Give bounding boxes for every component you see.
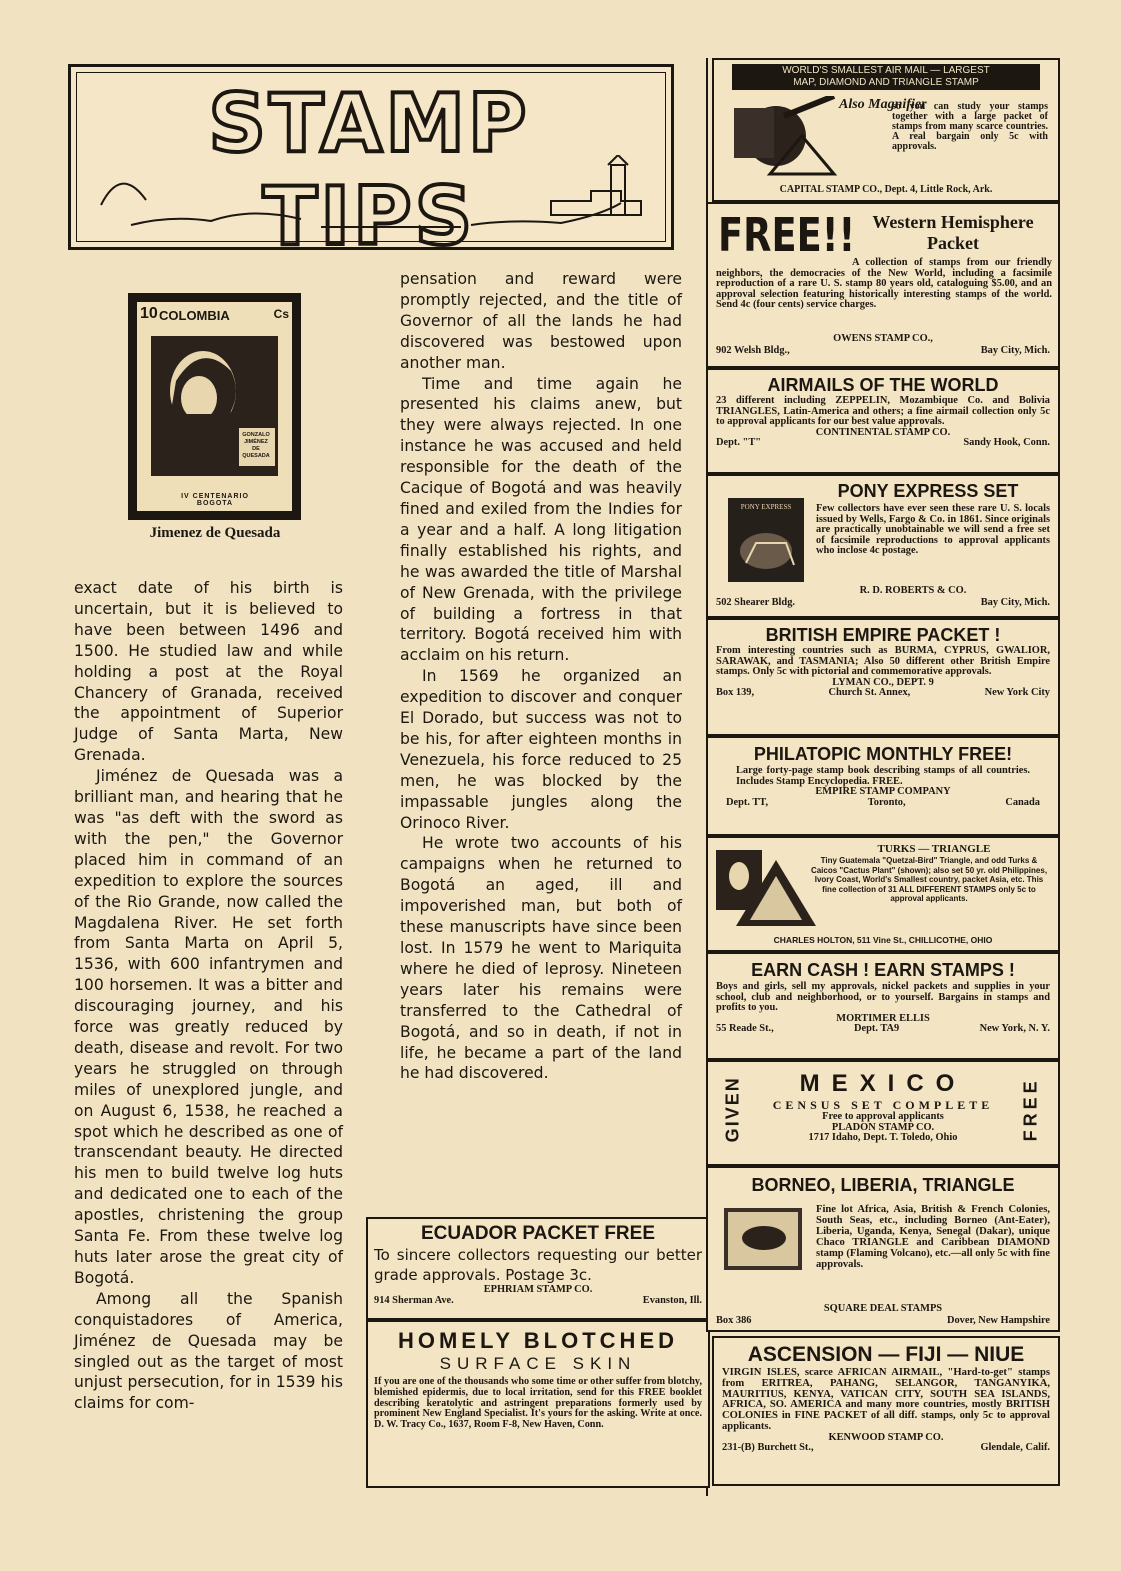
article-paragraph: Jiménez de Quesada was a brilliant man, and hearing that he was "as deft with the sword as with the pen," the Governor placed him in command of an expedition to explore the sources of the Rio Grande, now called the Magdalena River. He set forth from Santa Marta on April 5, 1536, with 600 infantrymen and 100 horsemen. It was a bitter and discouraging journey, and his force was greatly reduced by death, disease and revolt. For two years he struggled on through miles of unexplored jungle, and on August 6, 1538, he reached a spot which he described as one of transcendant beauty. He directed his men to build twelve log huts and dedicated one to each of the apostles, christening the group Santa Fe. From these twelve log huts later arose the great city of Bogotá.: [74, 767, 343, 1287]
magnifier-stamp-image: [724, 96, 844, 178]
ad-ascension-address: 231-(B) Burchett St.,: [722, 1442, 814, 1454]
ad-pony-company: R. D. ROBERTS & CO.: [859, 585, 967, 596]
ad-ascension-city: Glendale, Calif.: [980, 1442, 1050, 1454]
ad-western-address: 902 Welsh Bldg.,: [716, 345, 790, 356]
ad-pony-address: 502 Shearer Bldg.: [716, 597, 795, 608]
ad-philatopic-company: EMPIRE STAMP COMPANY: [815, 786, 951, 798]
article-column-2: [400, 269, 682, 1084]
ad-philatopic-country: Canada: [1005, 796, 1040, 808]
stamp-caption: Jimenez de Quesada: [149, 525, 281, 541]
ad-mexico-given: GIVEN: [722, 1076, 743, 1143]
ad-borneo-company: SQUARE DEAL STAMPS: [823, 1303, 943, 1314]
ad-turks-triangle: [706, 836, 1060, 952]
ad-airmail-banner1: WORLD'S SMALLEST AIR MAIL — LARGEST: [782, 65, 990, 76]
ad-earn-cash: [706, 952, 1060, 1060]
ad-mexico-title: MEXICO: [799, 1070, 967, 1097]
ad-mexico: [706, 1060, 1060, 1166]
ad-homely-title2: SURFACE SKIN: [439, 1354, 637, 1373]
ad-ecuador-city: Evanston, Ill.: [642, 1294, 702, 1306]
ad-mexico-free: FREE: [1020, 1077, 1041, 1142]
stamp-name-line2: JIMÉNEZ: [244, 439, 268, 445]
ad-western-hemisphere: [706, 202, 1060, 368]
ad-airmails-dept: Dept. "T": [716, 437, 762, 449]
ad-borneo-body: [716, 1204, 1050, 1292]
ad-western-city: Bay City, Mich.: [980, 345, 1050, 356]
ad-british-body: From interesting countries such as BURMA, CYPRUS, GWALIOR, SARAWAK, and TASMANIA; Also 50 different other British Empire stamps. Only 5c with pictorial and commemorative approvals.: [716, 645, 1050, 678]
ad-philatopic-city: Toronto,: [867, 796, 906, 808]
ad-pony-body: Few collectors have ever seen these rare U. S. locals issued by Wells, Fargo & Co. in 1861. Since originals are practically unobtainable we will send a free set of facsimile reproductions to approval applicants who inclose 4c postage.: [816, 503, 1050, 557]
harbor-scene-illustration: [91, 155, 651, 235]
ad-philatopic-body: Large forty-page stamp book describing stamps of all countries. Includes Stamp Encyclopedia. FREE.: [736, 765, 1030, 787]
ad-homely-skin: [366, 1320, 710, 1488]
ad-ascension-body: VIRGIN ISLES, scarce AFRICAN AIRMAIL, "Hard-to-get" stamps from ERITREA, PAHANG, SELANGOR, TANGANYIKA, MAURITIUS, KENYA, VATICAN CITY, SOUTH SEA ISLANDS, AFRICA, SO. AMERICA and many more countries, mostly BRITISH COLONIES in FINE PACKET of all diff. stamps, only 5c to approval applicants.: [722, 1367, 1050, 1432]
ad-borneo-city: Dover, New Hampshire: [946, 1315, 1050, 1326]
ad-ascension-title: ASCENSION — FIJI — NIUE: [747, 1343, 1025, 1366]
ad-mexico-address: 1717 Idaho, Dept. T. Toledo, Ohio: [808, 1132, 958, 1144]
ad-ascension: [712, 1336, 1060, 1486]
ad-air-mail: [712, 58, 1060, 202]
ad-turks-footer: CHARLES HOLTON, 511 Vine St., CHILLICOTHE, OHIO: [773, 935, 993, 946]
article-column-1: [74, 578, 343, 1414]
ad-pony-title: PONY EXPRESS SET: [837, 481, 1019, 501]
ad-airmails-title: AIRMAILS OF THE WORLD: [767, 375, 999, 395]
ad-pony-express: [706, 474, 1060, 618]
ad-western-title1: Western Hemisphere: [872, 212, 1034, 232]
stamp-name-line1: GONZALO: [242, 432, 270, 438]
ad-turks-body: Tiny Guatemala "Quetzal-Bird" Triangle, and odd Turks & Caicos "Cactus Plant" (shown); also set 50 yr. old Philippines, Ivory Coast, World's Smallest country, packet Asia, etc. This fine collection of 31 ALL DIFFERENT STAMPS only 5c to approval applicants.: [810, 856, 1048, 904]
ad-western-title2: Packet: [927, 233, 979, 253]
ad-earn-dept: Dept. TA9: [854, 1023, 900, 1035]
article-paragraph: exact date of his birth is uncertain, but it is believed to have been between 1496 and 1500. He studied law and while holding a post at the Royal Chancery of Granada, received the appointment of Superior Judge of Santa Marta, New Grenada.: [74, 579, 343, 765]
stamp-tips-header: [68, 64, 674, 263]
stamp-name-line3: DE QUESADA: [242, 446, 270, 459]
ad-earn-body: Boys and girls, sell my approvals, nickel packets and supplies in your school, club and neighborhood, or to yourself. Bargains in stamps and profits to you.: [716, 981, 1050, 1014]
ad-airmail-footer: CAPITAL STAMP CO., Dept. 4, Little Rock, Ark.: [779, 184, 993, 196]
article-paragraph: In 1569 he organized an expedition to discover and conquer El Dorado, but success was not to be his, for after eighteen months in Venezuela, his force reduced to 25 men, he was blocked by the impassable jungles along the Orinoco River.: [400, 667, 682, 832]
ad-western-body: A collection of stamps from our friendly neighbors, the democracies of the New World, including a facsimile reproduction of a rare U. S. stamp 80 years old, cataloguing $5.00, and an approval selection featuring historically interesting stamps of the world. Send 4c (four cents) service charges.: [716, 257, 1052, 311]
ad-borneo: [706, 1166, 1060, 1332]
ad-philatopic: [706, 736, 1060, 836]
ad-british-title: BRITISH EMPIRE PACKET !: [765, 625, 1001, 645]
ad-british-city: New York City: [984, 687, 1050, 699]
ad-borneo-title: BORNEO, LIBERIA, TRIANGLE: [751, 1175, 1015, 1195]
triangle-stamp-image: [716, 846, 816, 930]
ad-philatopic-title: PHILATOPIC MONTHLY FREE!: [753, 744, 1013, 764]
ad-british-company: LYMAN CO., DEPT. 9: [832, 676, 934, 688]
ad-homely-body: If you are one of the thousands who some time or other suffer from blotchy, blemished epidermis, due to local irritation, send for this FREE booklet describing keratolytic and astringent preparations formerly used by prominent New England Specialist. It's yours for the asking. Write at once. D. W. Tracy Co., 1637, Room F-8, New Haven, Conn.: [374, 1376, 702, 1431]
article-paragraph: He wrote two accounts of his campaigns when he returned to Bogotá an aged, ill and impoverished man, but both of these manuscripts have since been lost. In 1579 he went to Mariquita where he died of leprosy. Nineteen years later his remains were transferred to the Cathedral of Bogotá, and so in death, if not in life, he became a part of the land he had discovered.: [400, 834, 682, 1083]
stamp-denomination: 10: [140, 305, 158, 322]
ad-airmails-city: Sandy Hook, Conn.: [963, 437, 1050, 449]
stamp-centenary-2: BOGOTA: [196, 500, 234, 507]
ad-earn-city: New York, N. Y.: [979, 1023, 1050, 1035]
ad-mexico-company: PLADON STAMP CO.: [831, 1121, 935, 1133]
ad-borneo-box: Box 386: [716, 1315, 752, 1326]
ad-british-empire: [706, 618, 1060, 736]
stamp-centenary-1: IV CENTENARIO: [181, 493, 249, 500]
ad-ecuador-address: 914 Sherman Ave.: [374, 1294, 454, 1306]
ad-pony-city: Bay City, Mich.: [980, 597, 1050, 608]
colombia-stamp-image: [128, 293, 301, 520]
article-paragraph: Among all the Spanish conquistadores of America, Jiménez de Quesada may be singled out as the target of most unjust persecution, for in 1539 his claims for com-: [74, 1289, 343, 1413]
ad-airmail-magnifier: Also Magnifier: [839, 97, 927, 112]
ad-mexico-subtitle: CENSUS SET COMPLETE: [772, 1098, 994, 1112]
pony-stamp-label: PONY EXPRESS: [740, 503, 792, 511]
ad-earn-title: EARN CASH ! EARN STAMPS !: [751, 960, 1015, 980]
ad-ecuador-title: ECUADOR PACKET FREE: [421, 1223, 655, 1244]
ad-earn-address: 55 Reade St.,: [716, 1023, 774, 1035]
ad-homely-title1: HOMELY BLOTCHED: [397, 1328, 679, 1353]
ad-airmails-company: CONTINENTAL STAMP CO.: [815, 426, 951, 438]
ad-mexico-line1: Free to approval applicants: [822, 1111, 944, 1122]
page-title: STAMP TIPS: [208, 77, 530, 263]
ad-ecuador: [366, 1217, 710, 1320]
ad-british-annex: Church St. Annex,: [828, 687, 911, 699]
ad-philatopic-dept: Dept. TT,: [726, 796, 769, 808]
ad-airmails-world: [706, 368, 1060, 474]
ad-airmails-body: 23 different including ZEPPELIN, Mozambique Co. and Bolivia TRIANGLES, Latin-America and others; a fine airmail collection only 5c to approval applicants for our best value approvals.: [716, 395, 1050, 428]
ad-turks-title: TURKS — TRIANGLE: [877, 843, 991, 855]
pony-express-stamp-image: [728, 498, 804, 582]
ad-western-free: FREE!!: [718, 208, 856, 262]
stamp-currency: Cs: [273, 307, 289, 321]
ad-western-company: OWENS STAMP CO.,: [833, 333, 933, 344]
ad-ascension-company: KENWOOD STAMP CO.: [828, 1431, 944, 1443]
ad-airmail-body: so you can study your stamps together with a large packet of stamps from many scarce countries. A real bargain only 5c with approvals.: [892, 101, 1048, 152]
article-paragraph: Time and time again he presented his claims anew, but they were always rejected. In one instance he was accused and held responsible for the death of the Cacique of Bogotá and was heavily fined and exiled from the Indies for a year and a half. A long litigation finally established his rights, and he was awarded the title of Marshal of New Grenada, with the privilege of building a fortress in that territory. Bogotá received him with acclaim on his return.: [400, 374, 682, 665]
ad-borneo-body-text: Fine lot Africa, Asia, British & French Colonies, South Seas, etc., including Borneo (Ant-Eater), Liberia, Uganda, Kenya, Senegal (Dakar), unique Chaco TRIANGLE and Caribbean DIAMOND stamp (Flaming Volcano), etc.—all only 5c with fine approvals.: [816, 1204, 1050, 1270]
ad-british-box: Box 139,: [716, 687, 755, 699]
stamp-country: COLOMBIA: [159, 308, 230, 323]
ad-airmail-banner: [732, 64, 1040, 90]
article-paragraph: pensation and reward were promptly rejected, and the title of Governor of all the lands he had discovered was bestowed upon another man.: [400, 270, 682, 372]
ad-ecuador-body: To sincere collectors requesting our better grade approvals. Postage 3c.: [374, 1246, 702, 1284]
ad-earn-company: MORTIMER ELLIS: [836, 1012, 930, 1024]
ad-ecuador-company: EPHRIAM STAMP CO.: [483, 1284, 593, 1295]
ad-airmail-banner2: MAP, DIAMOND AND TRIANGLE STAMP: [793, 77, 979, 88]
